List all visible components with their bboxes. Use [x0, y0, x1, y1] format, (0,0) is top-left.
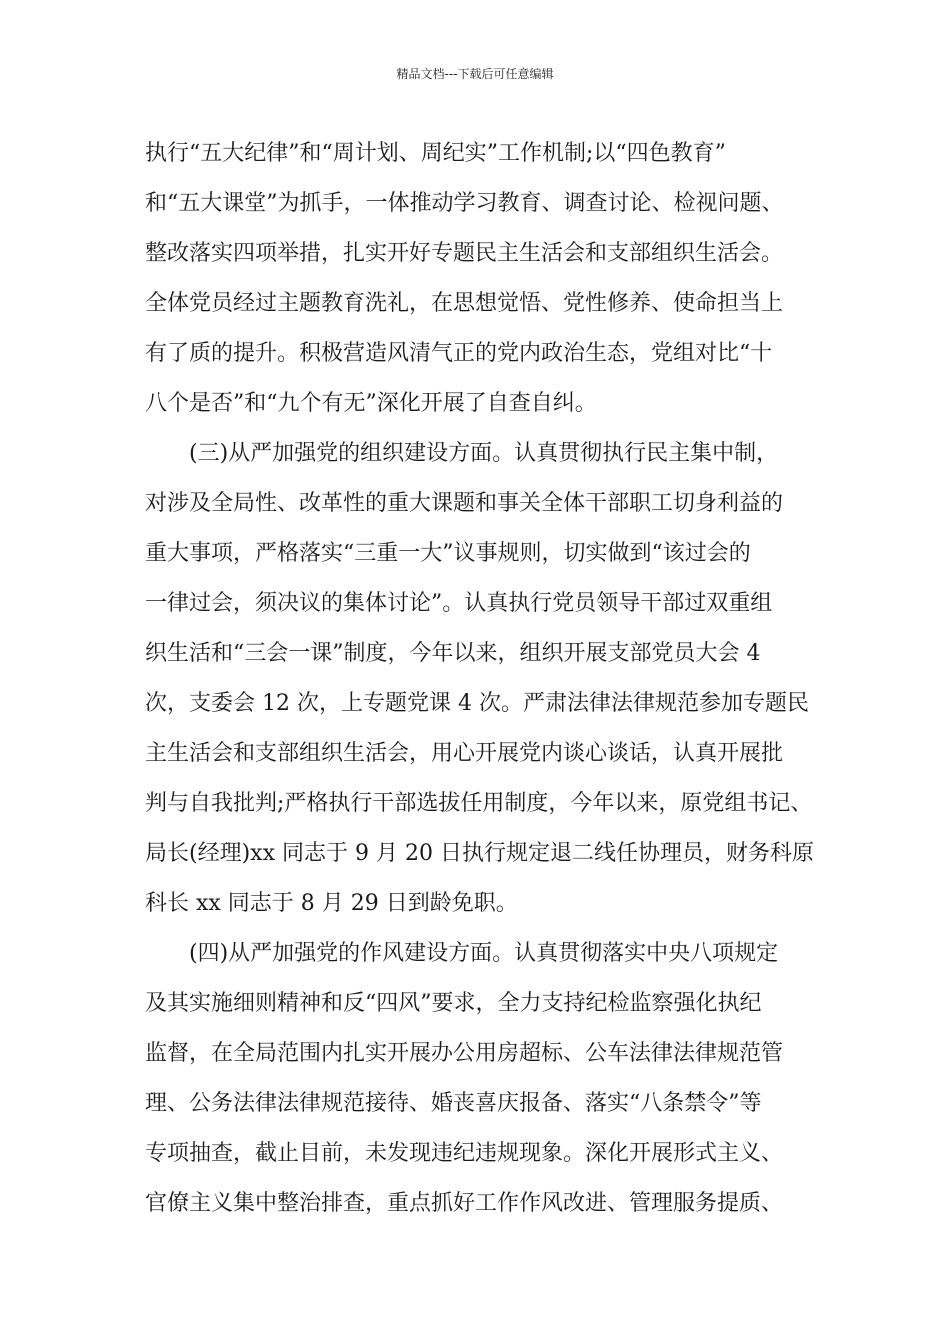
text-line: 及其实施细则精神和反“四风”要求，全力支持纪检监察强化执纪	[145, 991, 762, 1016]
text-line: 八个是否”和“九个有无”深化开展了自查自纠。	[145, 391, 597, 416]
text-line: 科长 xx 同志于 8 月 29 日到龄免职。	[145, 891, 518, 916]
paragraph-start-line: (三)从严加强党的组织建设方面。认真贯彻执行民主集中制，	[145, 441, 779, 466]
text-line: 主生活会和支部组织生活会，用心开展党内谈心谈话，认真开展批	[145, 741, 784, 766]
paragraph-start-line: (四)从严加强党的作风建设方面。认真贯彻落实中央八项规定	[145, 941, 779, 966]
text-line: 执行“五大纪律”和“周计划、周纪实”工作机制;以“四色教育”	[145, 141, 726, 166]
document-body	[145, 129, 815, 1229]
text-line: 次，支委会 12 次，上专题党课 4 次。严肃法律法律规范参加专题民	[145, 691, 809, 716]
page-header: 精品文档---下载后可任意编辑	[396, 67, 554, 81]
text-line: 官僚主义集中整治排查，重点抓好工作作风改进、管理服务提质、	[145, 1191, 784, 1216]
text-line: 专项抽查，截止目前，未发现违纪违规现象。深化开展形式主义、	[145, 1141, 784, 1166]
text-line: 织生活和“三会一课”制度，今年以来，组织开展支部党员大会 4	[145, 641, 761, 666]
text-line: 有了质的提升。积极营造风清气正的党内政治生态，党组对比“十	[145, 341, 773, 366]
text-line: 全体党员经过主题教育洗礼，在思想觉悟、党性修养、使命担当上	[145, 291, 784, 316]
text-line: 局长(经理)xx 同志于 9 月 20 日执行规定退二线任协理员，财务科原	[145, 841, 814, 866]
text-line: 监督，在全局范围内扎实开展办公用房超标、公车法律法律规范管	[145, 1041, 784, 1066]
text-line: 重大事项，严格落实“三重一大”议事规则，切实做到“该过会的	[145, 541, 751, 566]
text-line: 整改落实四项举措，扎实开好专题民主生活会和支部组织生活会。	[145, 241, 784, 266]
text-line: 判与自我批判;严格执行干部选拔任用制度，今年以来，原党组书记、	[145, 791, 813, 816]
text-line: 对涉及全局性、改革性的重大课题和事关全体干部职工切身利益的	[145, 491, 784, 516]
text-line: 理、公务法律法律规范接待、婚丧喜庆报备、落实“八条禁令”等	[145, 1091, 762, 1116]
text-line: 和“五大课堂”为抓手，一体推动学习教育、调查讨论、检视问题、	[145, 191, 784, 216]
text-line: 一律过会，须决议的集体讨论”。认真执行党员领导干部过双重组	[145, 591, 773, 616]
